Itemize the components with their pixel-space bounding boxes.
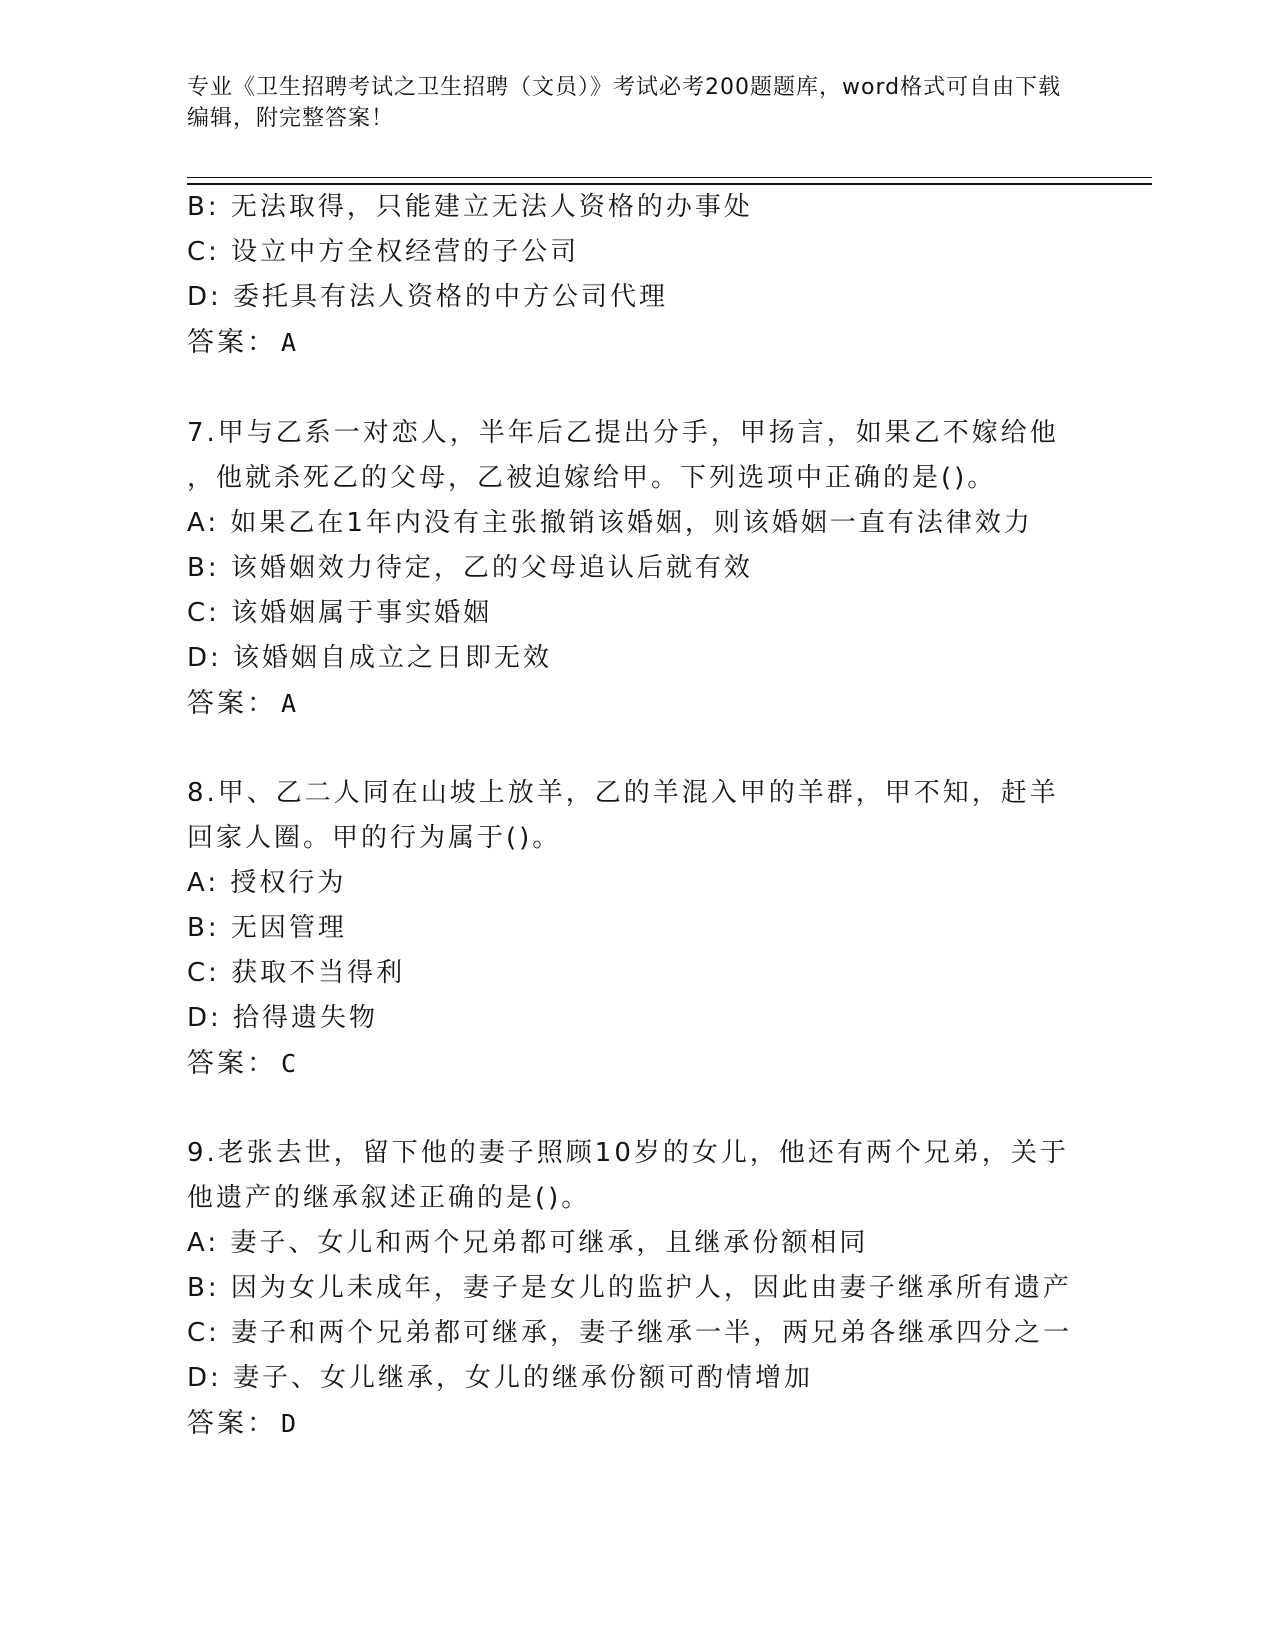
q7-answer: [187, 688, 296, 720]
q9-answer: [187, 1408, 296, 1440]
header-divider-thick: [187, 183, 1152, 185]
q7-option-b: B: 该婚姻效力待定，乙的父母追认后就有效: [187, 553, 753, 583]
q9-option-d: D: 妻子、女儿继承，女儿的继承份额可酌情增加: [187, 1363, 814, 1393]
q6-option-d: D: 委托具有法人资格的中方公司代理: [187, 282, 669, 312]
q9-option-b: B: 因为女儿未成年，妻子是女儿的监护人，因此由妻子继承所有遗产: [187, 1273, 1072, 1303]
q6-answer-label: 答案：: [187, 327, 277, 358]
q7-stem-line1: 7.甲与乙系一对恋人，半年后乙提出分手，甲扬言，如果乙不嫁给他: [187, 418, 1059, 448]
q9-option-c: C: 妻子和两个兄弟都可继承，妻子继承一半，两兄弟各继承四分之一: [187, 1318, 1073, 1348]
q9-answer-value: D: [281, 1409, 297, 1438]
q7-option-d: D: 该婚姻自成立之日即无效: [187, 643, 553, 673]
q9-answer-label: 答案：: [187, 1408, 277, 1439]
q8-option-d: D: 拾得遗失物: [187, 1003, 379, 1033]
q7-option-c: C: 该婚姻属于事实婚姻: [187, 598, 493, 628]
document-header: 专业《卫生招聘考试之卫生招聘（文员）》考试必考200题题库，word格式可自由下载编辑，附完整答案！: [187, 75, 1062, 131]
header-divider-thin: [187, 177, 1152, 178]
q9-stem-line1: 9.老张去世，留下他的妻子照顾10岁的女儿，他还有两个兄弟，关于: [187, 1138, 1069, 1168]
q8-stem-line2: 回家人圈。甲的行为属于()。: [187, 823, 562, 853]
q8-answer-value: C: [281, 1049, 297, 1078]
q7-answer-value: A: [281, 689, 297, 718]
q9-stem-line2: 他遗产的继承叙述正确的是()。: [187, 1183, 591, 1213]
q8-option-b: B: 无因管理: [187, 913, 347, 943]
q6-option-c: C: 设立中方全权经营的子公司: [187, 237, 580, 267]
q8-option-a: A: 授权行为: [187, 868, 347, 898]
q8-option-c: C: 获取不当得利: [187, 958, 406, 988]
q6-answer-value: A: [281, 328, 297, 357]
q7-stem-line2: ，他就杀死乙的父母，乙被迫嫁给甲。下列选项中正确的是()。: [187, 463, 997, 493]
q9-option-a: A: 妻子、女儿和两个兄弟都可继承，且继承份额相同: [187, 1228, 869, 1258]
q7-answer-label: 答案：: [187, 688, 277, 719]
q7-option-a: A: 如果乙在1年内没有主张撤销该婚姻，则该婚姻一直有法律效力: [187, 508, 1033, 538]
q6-answer: [187, 327, 296, 359]
q6-option-b: B: 无法取得，只能建立无法人资格的办事处: [187, 192, 753, 222]
q8-answer: [187, 1048, 296, 1080]
q8-answer-label: 答案：: [187, 1048, 277, 1079]
q8-stem-line1: 8.甲、乙二人同在山坡上放羊，乙的羊混入甲的羊群，甲不知，赶羊: [187, 778, 1059, 808]
